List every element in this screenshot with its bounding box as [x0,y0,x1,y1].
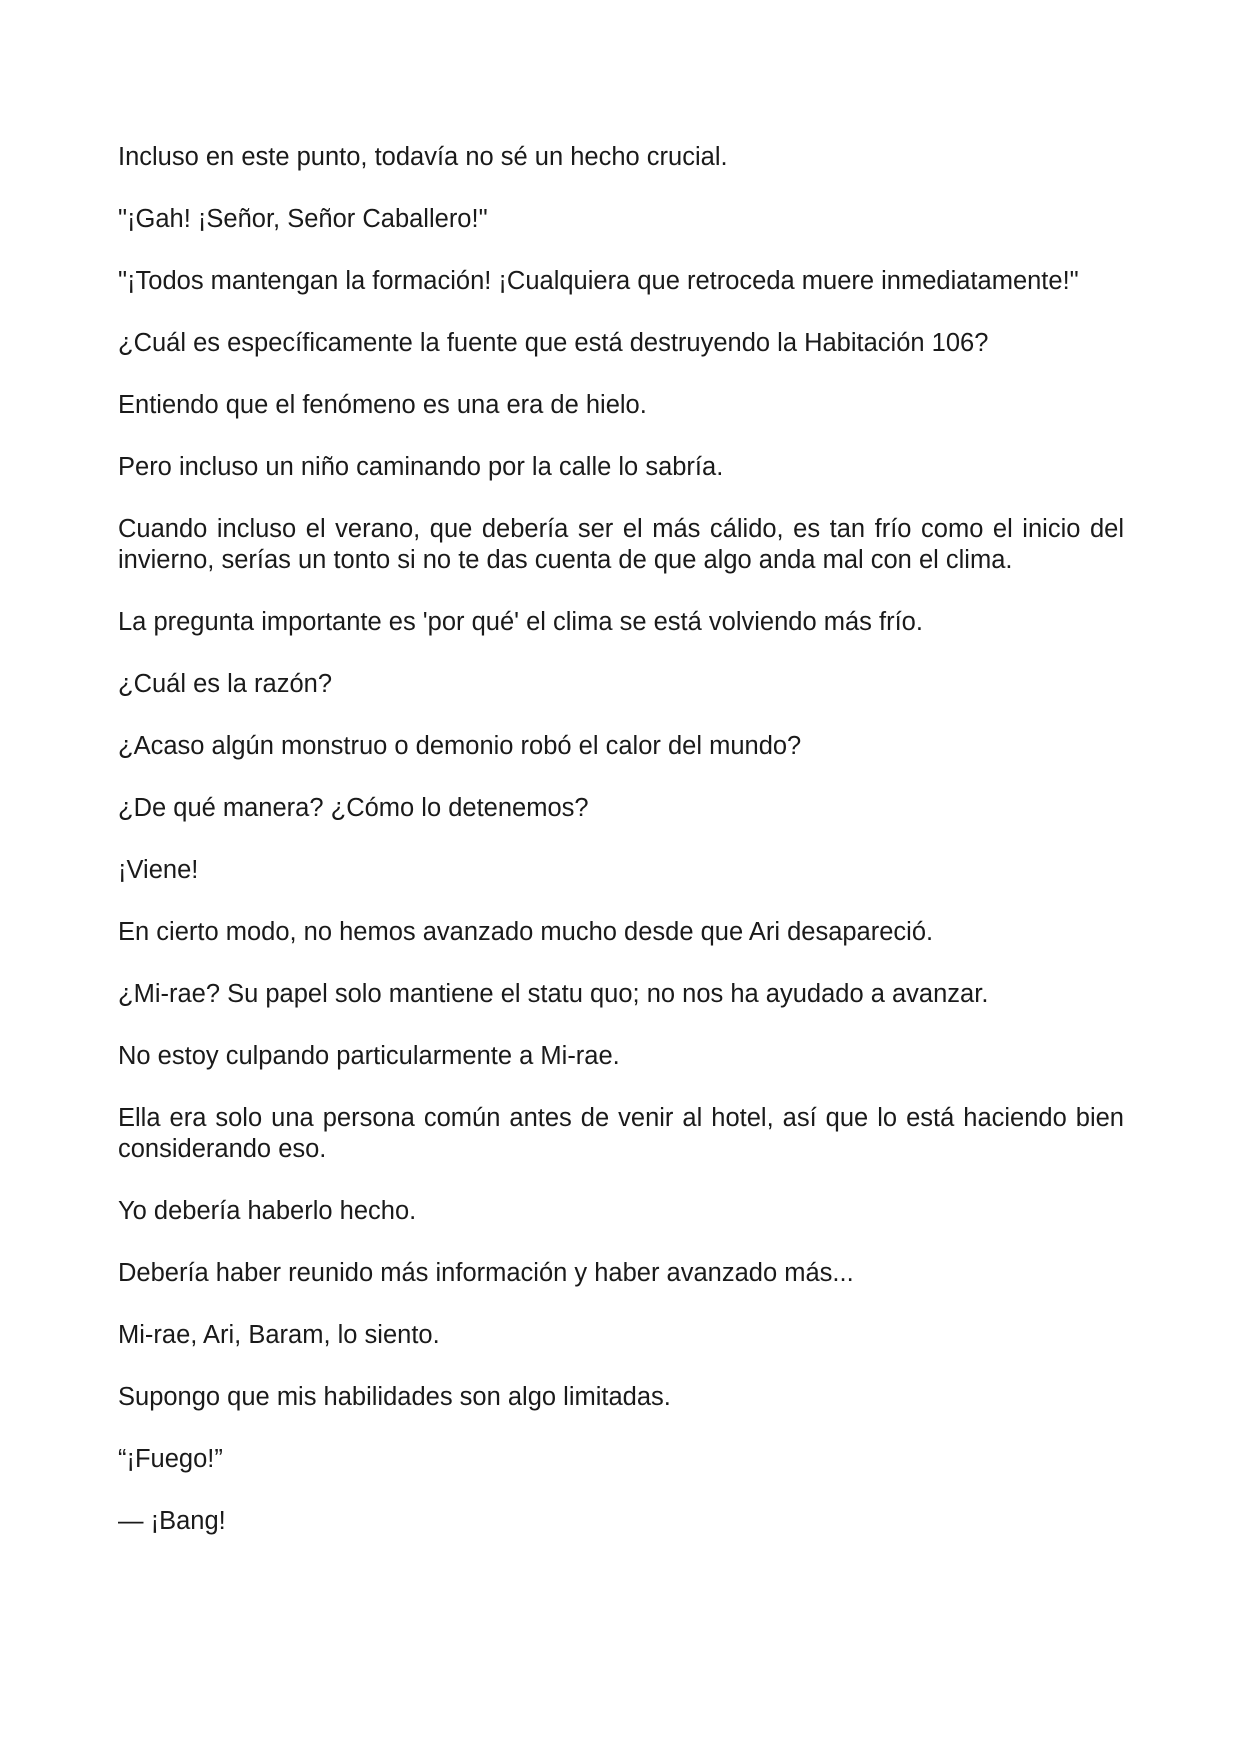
paragraph: ¿Cuál es específicamente la fuente que está destruyendo la Habitación 106? [118,329,989,357]
paragraph: Yo debería haberlo hecho. [118,1197,417,1225]
paragraph: ¿Acaso algún monstruo o demonio robó el calor del mundo? [118,732,802,760]
paragraph: Pero incluso un niño caminando por la calle lo sabría. [118,453,724,481]
paragraph: ¿Mi-rae? Su papel solo mantiene el statu quo; no nos ha ayudado a avanzar. [118,980,989,1008]
paragraph: “¡Fuego!” [118,1445,223,1473]
paragraph: ¿De qué manera? ¿Cómo lo detenemos? [118,794,589,822]
document-body [118,142,1124,1568]
paragraph: Incluso en este punto, todavía no sé un hecho crucial. [118,143,728,171]
paragraph: ¡Viene! [118,856,199,884]
paragraph: Cuando incluso el verano, que debería ser el más cálido, es tan frío como el inicio del invierno, serías un tonto si no te das cuenta de que algo anda mal con el clima. [118,515,1124,574]
paragraph: La pregunta importante es 'por qué' el clima se está volviendo más frío. [118,608,923,636]
paragraph: Ella era solo una persona común antes de venir al hotel, así que lo está haciendo bien considerando eso. [118,1104,1124,1163]
paragraph: "¡Gah! ¡Señor, Señor Caballero!" [118,205,488,233]
paragraph: "¡Todos mantengan la formación! ¡Cualquiera que retroceda muere inmediatamente!" [118,267,1079,295]
paragraph: Mi-rae, Ari, Baram, lo siento. [118,1321,440,1349]
paragraph: — ¡Bang! [118,1507,226,1535]
paragraph: ¿Cuál es la razón? [118,670,333,698]
paragraph: No estoy culpando particularmente a Mi-rae. [118,1042,620,1070]
paragraph: Entiendo que el fenómeno es una era de hielo. [118,391,647,419]
paragraph: Supongo que mis habilidades son algo limitadas. [118,1383,671,1411]
paragraph: En cierto modo, no hemos avanzado mucho desde que Ari desapareció. [118,918,934,946]
paragraph: Debería haber reunido más información y haber avanzado más... [118,1259,854,1287]
